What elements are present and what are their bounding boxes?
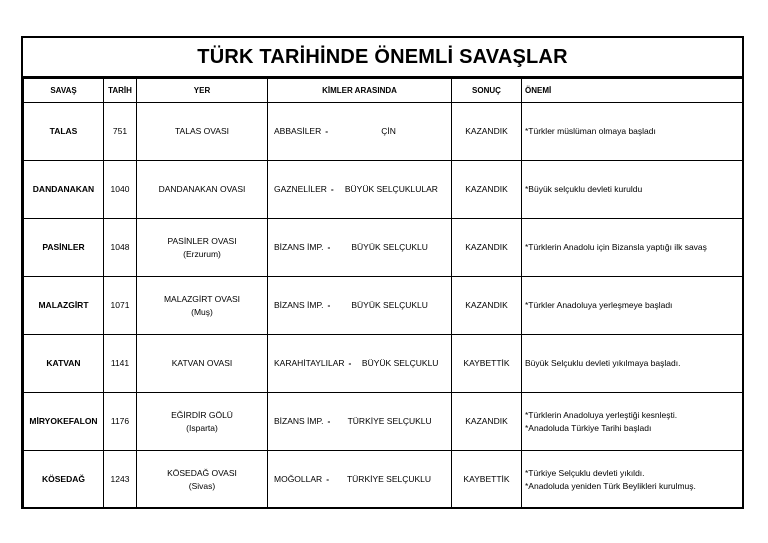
place-name: TALAS OVASI bbox=[174, 126, 229, 137]
war-parties bbox=[268, 219, 452, 277]
war-importance bbox=[522, 335, 743, 393]
side-a: BİZANS İMP. bbox=[274, 300, 324, 311]
war-importance bbox=[522, 103, 743, 161]
war-parties bbox=[268, 161, 452, 219]
war-place bbox=[137, 335, 268, 393]
war-result: KAYBETTİK bbox=[452, 451, 522, 509]
side-b: TÜRKİYE SELÇUKLU bbox=[346, 474, 432, 485]
war-result: KAZANDIK bbox=[452, 103, 522, 161]
war-place bbox=[137, 219, 268, 277]
versus-dash: - bbox=[327, 416, 331, 427]
importance-line-1: *Türkler müslüman olmaya başladı bbox=[525, 126, 656, 137]
col-header-place: YER bbox=[137, 79, 268, 103]
war-name: PASİNLER bbox=[24, 219, 104, 277]
war-parties bbox=[268, 335, 452, 393]
war-result: KAYBETTİK bbox=[452, 335, 522, 393]
battles-table bbox=[23, 78, 743, 509]
importance-line-1: *Türkler Anadoluya yerleşmeye başladı bbox=[525, 300, 673, 311]
war-name: TALAS bbox=[24, 103, 104, 161]
col-header-importance: ÖNEMİ bbox=[522, 79, 743, 103]
side-a: BİZANS İMP. bbox=[274, 242, 324, 253]
side-b: BÜYÜK SELÇUKLULAR bbox=[344, 184, 438, 195]
versus-dash: - bbox=[330, 184, 334, 195]
side-b: BÜYÜK SELÇUKLU bbox=[361, 358, 439, 369]
war-name: KATVAN bbox=[24, 335, 104, 393]
importance-line-1: *Türkiye Selçuklu devleti yıkıldı. bbox=[525, 468, 645, 479]
place-name: MALAZGİRT OVASI bbox=[163, 294, 241, 305]
battles-table-sheet bbox=[21, 36, 744, 509]
place-name: PASİNLER OVASI bbox=[167, 236, 237, 247]
table-row bbox=[24, 451, 743, 509]
war-result: KAZANDIK bbox=[452, 393, 522, 451]
col-header-parties: KİMLER ARASINDA bbox=[268, 79, 452, 103]
place-name: KÖSEDAĞ OVASI bbox=[167, 468, 237, 479]
war-date: 1040 bbox=[104, 161, 137, 219]
place-name: EĞİRDİR GÖLÜ bbox=[171, 410, 233, 421]
col-header-date: TARİH bbox=[104, 79, 137, 103]
table-row bbox=[24, 393, 743, 451]
place-name: DANDANAKAN OVASI bbox=[158, 184, 246, 195]
side-b: BÜYÜK SELÇUKLU bbox=[351, 300, 428, 311]
importance-line-1: *Büyük selçuklu devleti kuruldu bbox=[525, 184, 643, 195]
table-row bbox=[24, 277, 743, 335]
place-region: (Sivas) bbox=[188, 480, 216, 491]
table-row bbox=[24, 103, 743, 161]
table-row bbox=[24, 161, 743, 219]
table-row bbox=[24, 335, 743, 393]
versus-dash: - bbox=[325, 126, 329, 137]
war-place bbox=[137, 161, 268, 219]
war-parties bbox=[268, 451, 452, 509]
war-date: 1176 bbox=[104, 393, 137, 451]
war-importance bbox=[522, 161, 743, 219]
war-place bbox=[137, 103, 268, 161]
war-result: KAZANDIK bbox=[452, 161, 522, 219]
war-name: KÖSEDAĞ bbox=[24, 451, 104, 509]
side-a: GAZNELİLER bbox=[274, 184, 327, 195]
war-date: 1243 bbox=[104, 451, 137, 509]
versus-dash: - bbox=[327, 300, 331, 311]
place-region: (Isparta) bbox=[186, 422, 218, 433]
page-title: TÜRK TARİHİNDE ÖNEMLİ SAVAŞLAR bbox=[23, 38, 742, 78]
importance-line-2: *Anadoluda yeniden Türk Beylikleri kurulmuş. bbox=[525, 480, 696, 491]
place-region: (Erzurum) bbox=[183, 248, 221, 259]
side-b: ÇİN bbox=[381, 126, 396, 137]
importance-line-1: *Türklerin Anadoluya yerleştiği kesnleşti. bbox=[525, 410, 678, 421]
war-importance bbox=[522, 277, 743, 335]
table-row bbox=[24, 219, 743, 277]
war-parties bbox=[268, 277, 452, 335]
side-a: MOĞOLLAR bbox=[274, 474, 323, 485]
war-result: KAZANDIK bbox=[452, 219, 522, 277]
war-name: DANDANAKAN bbox=[24, 161, 104, 219]
war-name: MİRYOKEFALON bbox=[24, 393, 104, 451]
importance-line-1: Büyük Selçuklu devleti yıkılmaya başladı. bbox=[525, 358, 681, 369]
war-result: KAZANDIK bbox=[452, 277, 522, 335]
side-b: BÜYÜK SELÇUKLU bbox=[351, 242, 428, 253]
war-date: 1071 bbox=[104, 277, 137, 335]
side-b: TÜRKİYE SELÇUKLU bbox=[347, 416, 432, 427]
war-place bbox=[137, 277, 268, 335]
war-place bbox=[137, 393, 268, 451]
war-importance bbox=[522, 219, 743, 277]
war-name: MALAZGİRT bbox=[24, 277, 104, 335]
importance-line-1: *Türklerin Anadolu için Bizansla yaptığı ilk savaş bbox=[525, 242, 707, 253]
col-header-war: SAVAŞ bbox=[24, 79, 104, 103]
versus-dash: - bbox=[326, 474, 330, 485]
war-date: 1141 bbox=[104, 335, 137, 393]
header-row bbox=[24, 79, 743, 103]
versus-dash: - bbox=[327, 242, 331, 253]
side-a: KARAHİTAYLILAR bbox=[274, 358, 345, 369]
war-date: 751 bbox=[104, 103, 137, 161]
war-importance bbox=[522, 393, 743, 451]
place-name: KATVAN OVASI bbox=[171, 358, 233, 369]
place-region: (Muş) bbox=[191, 306, 213, 317]
war-parties bbox=[268, 103, 452, 161]
war-place bbox=[137, 451, 268, 509]
versus-dash: - bbox=[348, 358, 352, 369]
importance-line-2: *Anadoluda Türkiye Tarihi başladı bbox=[525, 422, 652, 433]
war-parties bbox=[268, 393, 452, 451]
war-importance bbox=[522, 451, 743, 509]
col-header-result: SONUÇ bbox=[452, 79, 522, 103]
side-a: ABBASİLER bbox=[274, 126, 322, 137]
war-date: 1048 bbox=[104, 219, 137, 277]
side-a: BİZANS İMP. bbox=[274, 416, 324, 427]
